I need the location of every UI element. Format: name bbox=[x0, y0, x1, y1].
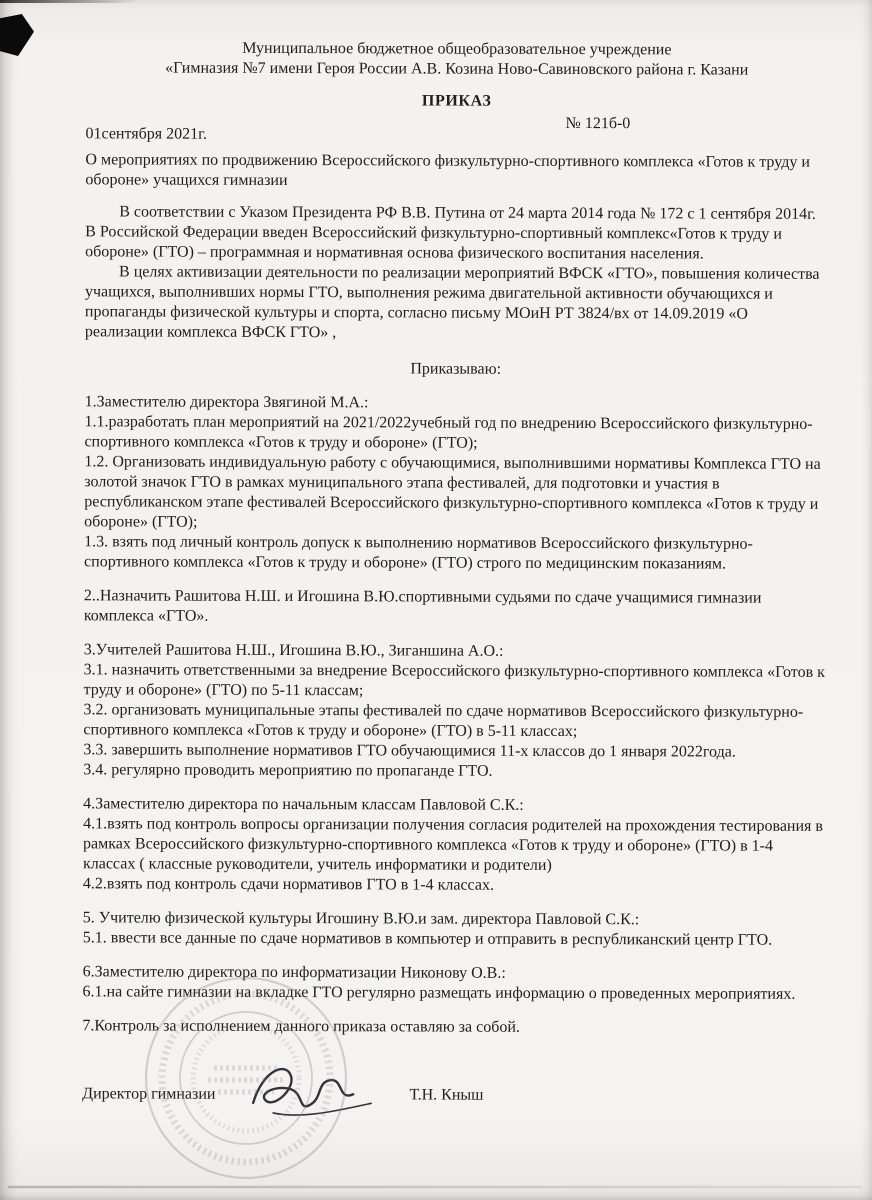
order-item: 3.Учителей Рашитова Н.Ш., Игошина В.Ю., Зиганшина А.О.: bbox=[83, 641, 504, 660]
order-item: 7.Контроль за исполнением данного приказа оставляю за собой. bbox=[82, 1017, 520, 1036]
document-date: 01сентября 2021г. bbox=[85, 125, 207, 143]
order-section-3 bbox=[83, 640, 825, 783]
preamble-paragraph: В целях активизации деятельности по реализации мероприятий ВФСК «ГТО», повышения количества учащихся, выполнивших нормы ГТО, выполнения режима двигательной активности обучающихся и пропаганды физической культуры и спорта, согласно письму МОиН РТ 3824/вх от 14.09.2019 «О реализации комплекса ВФСК ГТО» , bbox=[84, 263, 820, 342]
order-item: 1.2. Организовать индивидуальную работу с обучающимися, выполнившими нормативы Комплекса ГТО на золотой значок ГТО в рамках муниципального этапа фестивалей, для подготовки и участия в республиканском этапе фестивалей Всероссийского физкультурно-спортивного комплекса «Готов к труду и обороне» (ГТО); bbox=[84, 453, 821, 531]
order-item: 6.Заместителю директора по информатизации Никонову О.В.: bbox=[82, 963, 506, 982]
document-number: № 121б-0 bbox=[565, 114, 631, 133]
order-item: 6.1.на сайте гимназии на вкладке ГТО регулярно размещать информацию о проведенных мероприятиях. bbox=[82, 983, 796, 1003]
org-name-line2: «Гимназия №7 имени Героя России А.В. Козина Ново-Савиновского района г. Казани bbox=[165, 59, 749, 79]
order-section-1 bbox=[84, 392, 827, 575]
order-item: 5. Учителю физической культуры Игошину В.Ю.и зам. директора Павловой С.К.: bbox=[82, 909, 640, 929]
document-meta-row bbox=[85, 112, 827, 151]
order-section-4 bbox=[83, 794, 825, 897]
document-subject: О мероприятиях по продвижению Всероссийского физкультурно-спортивного комплекса «Готов к труду и обороне» учащихся гимназии bbox=[85, 151, 810, 190]
order-item: 1.3. взять под личный контроль допуск к выполнению нормативов Всероссийского физкультурно-спортивного комплекса «Готов к труду и обороне» (ГТО) строго по медицинским показаниям. bbox=[84, 533, 753, 573]
order-item: 3.1. назначить ответственными за внедрение Всероссийского физкультурно-спортивного комплекса «Готов к труду и обороне» (ГТО) по 5-11 классам; bbox=[83, 661, 825, 700]
document-header bbox=[85, 38, 827, 151]
scan-bottom-edge-line bbox=[8, 1186, 862, 1188]
signature-name: Т.Н. Кныш bbox=[409, 1086, 484, 1104]
order-item: 2..Назначить Рашитова Н.Ш. и Игошина В.Ю.спортивными судьями по сдаче учащимися гимназии комплекса «ГТО». bbox=[83, 587, 762, 625]
order-item: 1.Заместителю директора Звягиной М.А.: bbox=[84, 393, 369, 412]
order-section-5 bbox=[83, 908, 825, 951]
preamble-paragraph: В соответствии с Указом Президента РФ В.В. Путина от 24 марта 2014 года № 172 с 1 сентября 2014г. В Российской Федерации введен Всероссийский физкультурно-спортивный комплекс«Готов к труду и обороне» (ГТО) – программная и нормативная основа физического воспитания населения. bbox=[85, 203, 816, 263]
order-item: 3.3. завершить выполнение нормативов ГТО обучающимися 11-х классов до 1 января 2022года. bbox=[83, 741, 736, 761]
order-item: 4.1.взять под контроль вопросы организации получения согласия родителей на прохождения тестирования в рамках Всероссийского физкультурно-спортивного комплекса «Готов к труду и обороне» (ГТО) в 1-4 классах ( классные руководители, учитель информатики и родители) bbox=[82, 815, 824, 874]
order-section-6 bbox=[83, 962, 825, 1005]
order-item: 3.4. регулярно проводить мероприятию по пропаганде ГТО. bbox=[83, 761, 493, 780]
order-item: 3.2. организовать муниципальные этапы фестивалей по сдаче нормативов Всероссийского физкультурно-спортивного комплекса «Готов к труду и обороне» (ГТО) в 5-11 классах; bbox=[83, 701, 804, 741]
signature-role: Директор гимназии bbox=[82, 1085, 216, 1103]
org-name-line1: Муниципальное бюджетное общеобразовательное учреждение bbox=[242, 39, 672, 59]
order-item: 4.Заместителю директора по начальным классам Павловой С.К.: bbox=[83, 795, 524, 814]
signature-scribble bbox=[243, 1059, 383, 1121]
order-section-7 bbox=[82, 1016, 824, 1039]
order-section-2 bbox=[84, 586, 826, 629]
order-item: 5.1. ввести все данные по сдаче нормативов в компьютер и отправить в республиканский центр ГТО. bbox=[82, 929, 773, 949]
order-word: Приказываю: bbox=[410, 360, 502, 378]
document-title: ПРИКАЗ bbox=[421, 92, 492, 110]
signature-block bbox=[82, 1054, 824, 1121]
order-item: 4.2.взять под контроль сдачи нормативов ГТО в 1-4 классах. bbox=[82, 875, 494, 894]
order-item: 1.1.разработать план мероприятий на 2021/2022учебный год по внедрению Всероссийского физкультурно-спортивного комплекса «Готов к труду и обороне» (ГТО); bbox=[84, 413, 813, 452]
